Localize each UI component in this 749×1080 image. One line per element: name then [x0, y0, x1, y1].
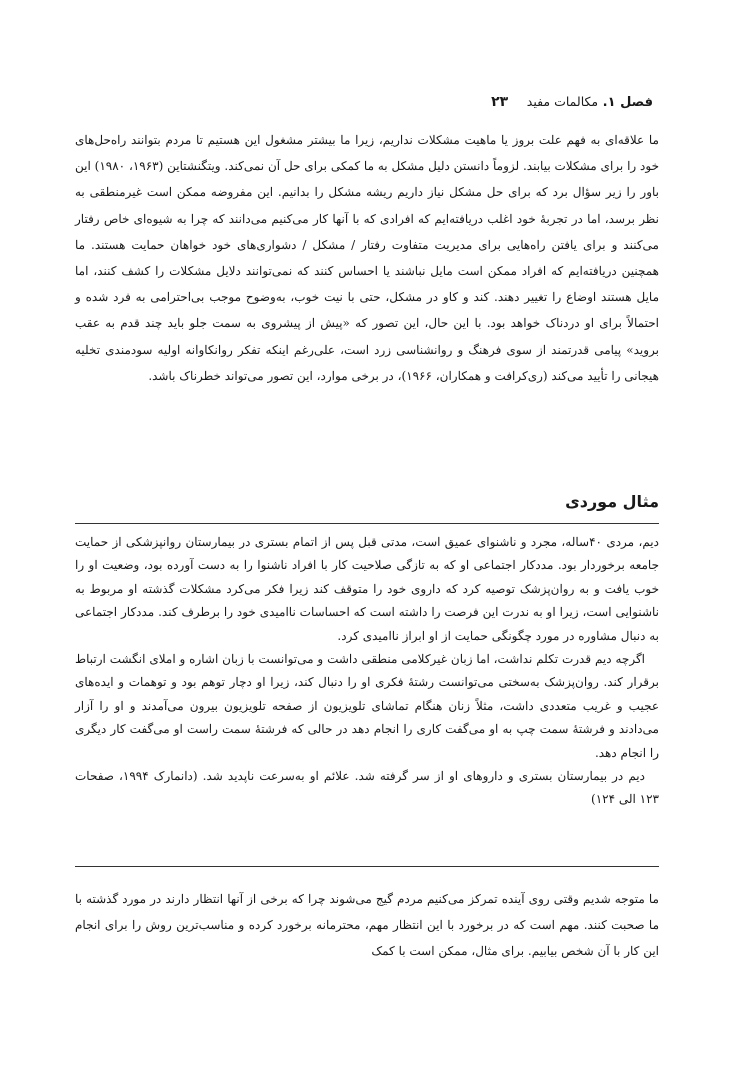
body-paragraph-2: ما متوجه شدیم وقتی روی آینده تمرکز می‌کنیم مردم گیج می‌شوند چرا که برخی از آنها انتظار دارند در مورد گذشته با ما صحبت کنند. مهم است که در برخورد با این انتظار مهم، محترمانه برخورد کرده و مناسب‌ترین روش را برای انجام این کار با آن شخص بیابیم. برای مثال، ممکن است با کمک	[75, 892, 659, 959]
case-study-box	[75, 531, 659, 812]
case-box-top-rule	[75, 523, 659, 524]
case-paragraph-2: اگرچه دیم قدرت تکلم نداشت، اما زبان غیرکلامی منطقی داشت و می‌توانست با زبان اشاره و املای انگشت ارتباط برقرار کند. روان‌پزشک به‌سختی می‌توانست رشتهٔ فکری او را دنبال کند، زیرا او دچار توهم بود و توهمات و ایده‌های عجیب و غریب متعددی داشت، مثلاً زنان هنگام تماشای تلویزیون از صفحه تلویزیون بیرون می‌آمدند و او را آزار می‌دادند و فرشتهٔ سمت چپ به او می‌گفت کاری را انجام دهد در حالی که فرشتهٔ سمت راست او می‌گفت کار دیگری را انجام دهد.	[75, 652, 659, 760]
body-paragraph-1: ما علاقه‌ای به فهم علت بروز یا ماهیت مشکلات نداریم، زیرا ما بیشتر مشغول این هستیم تا مردم بتوانند راه‌حل‌های خود را برای مشکلات بیابند. لزوماً دانستن دلیل مشکل به ما کمکی برای حل آن نمی‌کند. ویتگنشتاین (۱۹۶۳، ۱۹۸۰) این باور را زیر سؤال برد که برای حل مشکل نیاز داریم ریشه مشکل را بدانیم. این مفروضه ممکن است غیرمنطقی به نظر برسد، اما در تجربهٔ خود اغلب دریافته‌ایم که افرادی که با آنها کار می‌کنیم می‌دانند که چرا به شیوه‌ای خاص رفتار می‌کنند و برای یافتن راه‌هایی برای مدیریت متفاوت رفتار / مشکل / دشواری‌های خود خواهان حمایت هستند. ما همچنین دریافته‌ایم که افراد ممکن است مایل نباشند یا احساس کنند که نمی‌توانند دلایل مشکلات را کشف کنند، اما مایل هستند اوضاع را تغییر دهند. کند و کاو در مشکل، حتی با نیت خوب، به‌وضوح موجب بی‌احترامی به فرد شده و احتمالاً برای او دردناک خواهد بود. با این حال، این تصور که «پیش از پیشروی به سمت جلو باید چند قدم به عقب بروید» پیامی قدرتمند از سوی فرهنگ و روانشناسی زرد است، علی‌رغم اینکه تفکر روانکاوانه اولیه سودمندی تخلیه هیجانی را تأیید می‌کند (ری‌کرافت و همکاران، ۱۹۶۶)، در برخی موارد، این تصور می‌تواند خطرناک باشد.	[75, 133, 660, 383]
section-heading: مثال موردی	[565, 492, 659, 511]
chapter-label: فصل ۱.	[602, 95, 653, 110]
case-box-bottom-rule	[75, 866, 659, 867]
case-paragraph-1: دیم، مردی ۴۰ساله، مجرد و ناشنوای عمیق است، مدتی قبل پس از اتمام بستری در بیمارستان روانپزشکی از حمایت جامعه برخوردار بود. مددکار اجتماعی او که به تازگی صلاحیت کار با افراد ناشنوا را به دست آورده بود، وضعیت او را خوب یافت و به روان‌پزشک توصیه کرد که داروی خود را متوقف کند زیرا فکر می‌کرد مشکلات گذشته او مربوط به ناشنوایی است، زیرا او به ندرت این فرصت را داشته است که احساسات ناامیدی خود را برطرف کند. مددکار اجتماعی به دنبال مشاوره در مورد چگونگی حمایت از او ابراز ناامیدی کرد.	[75, 535, 659, 643]
case-paragraph-3: دیم در بیمارستان بستری و داروهای او از سر گرفته شد. علائم او به‌سرعت ناپدید شد. (دانمارک ۱۹۹۴، صفحات ۱۲۳ الی ۱۲۴)	[75, 769, 659, 807]
running-header	[96, 94, 653, 120]
page-number: ۲۳	[491, 94, 509, 110]
chapter-title: مکالمات مفید	[526, 94, 599, 109]
